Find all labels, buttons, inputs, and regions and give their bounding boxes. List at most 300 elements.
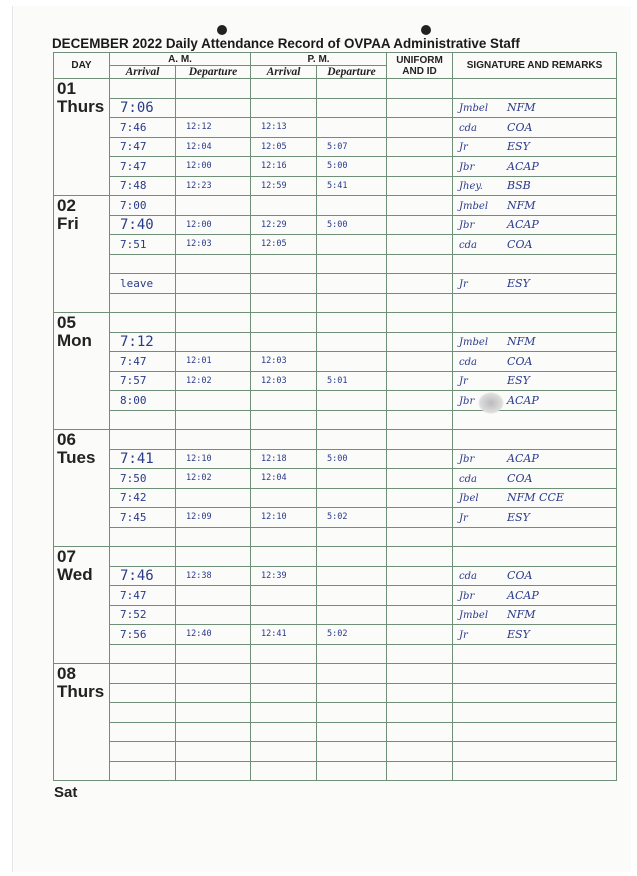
pm-departure-cell	[317, 527, 387, 547]
table-row	[54, 235, 617, 255]
staff-initials: ESY	[507, 140, 530, 154]
signature-cell	[453, 430, 617, 450]
uniform-cell	[387, 176, 453, 196]
table-row	[54, 664, 617, 684]
am-arrival-cell: 7:40	[110, 215, 176, 235]
day-name: Mon	[57, 331, 92, 350]
table-row	[54, 722, 617, 742]
am-departure-cell	[176, 254, 251, 274]
signature-cell	[453, 527, 617, 547]
signature-scribble: Jr	[459, 278, 468, 290]
pm-departure-cell	[317, 352, 387, 372]
signature-scribble: cda	[459, 473, 477, 485]
am-departure-cell	[176, 391, 251, 411]
am-arrival-cell: 7:12	[110, 332, 176, 352]
table-row	[54, 761, 617, 781]
pm-departure-cell: 5:00	[317, 157, 387, 177]
am-departure-cell: 12:04	[176, 137, 251, 157]
page-title: DECEMBER 2022 Daily Attendance Record of OVPAA Administrative Staff	[52, 36, 520, 51]
uniform-cell	[387, 196, 453, 216]
am-arrival-cell	[110, 644, 176, 664]
am-arrival-cell: 7:41	[110, 449, 176, 469]
pm-arrival-cell: 12:03	[251, 371, 317, 391]
pm-arrival-cell	[251, 293, 317, 313]
signature-cell	[453, 410, 617, 430]
table-row	[54, 215, 617, 235]
pm-departure-cell	[317, 196, 387, 216]
pm-arrival-cell	[251, 430, 317, 450]
signature-scribble: Jmbel	[459, 610, 489, 622]
pm-arrival-cell: 12:05	[251, 137, 317, 157]
signature-header: SIGNATURE AND REMARKS	[453, 53, 617, 79]
pm-arrival-cell	[251, 274, 317, 294]
am-arrival-cell: 7:47	[110, 586, 176, 606]
am-departure-cell: 12:02	[176, 469, 251, 489]
pm-departure-cell: 5:02	[317, 625, 387, 645]
am-arrival-cell	[110, 664, 176, 684]
am-arrival-cell	[110, 761, 176, 781]
pm-arrival-cell	[251, 703, 317, 723]
staff-initials: ACAP	[507, 452, 539, 466]
pm-arrival-cell	[251, 79, 317, 99]
am-arrival-cell	[110, 722, 176, 742]
am-arrival-cell	[110, 313, 176, 333]
signature-cell	[453, 625, 617, 645]
signature-scribble: Jr	[459, 142, 468, 154]
am-arrival-cell: 7:47	[110, 137, 176, 157]
am-arrival-cell: 8:00	[110, 391, 176, 411]
day-name: Thurs	[57, 682, 105, 701]
pm-departure-cell	[317, 293, 387, 313]
am-arrival-cell: 7:46	[110, 566, 176, 586]
signature-cell	[453, 137, 617, 157]
signature-cell	[453, 391, 617, 411]
table-row	[54, 391, 617, 411]
signature-cell	[453, 508, 617, 528]
uniform-cell	[387, 488, 453, 508]
table-row	[54, 371, 617, 391]
signature-cell	[453, 742, 617, 762]
pm-arrival-cell	[251, 410, 317, 430]
staff-initials: COA	[507, 471, 533, 485]
signature-cell	[453, 332, 617, 352]
day-cell	[54, 196, 110, 313]
pm-arrival-cell	[251, 683, 317, 703]
pm-arrival-cell	[251, 254, 317, 274]
staff-initials: NFM	[507, 608, 536, 622]
am-departure-cell	[176, 196, 251, 216]
pm-arrival-header: Arrival	[251, 66, 317, 79]
am-arrival-cell: 7:00	[110, 196, 176, 216]
uniform-cell	[387, 352, 453, 372]
uniform-cell	[387, 293, 453, 313]
pm-departure-cell	[317, 332, 387, 352]
day-number: 01	[57, 79, 76, 98]
pm-departure-cell	[317, 313, 387, 333]
day-cell	[54, 79, 110, 196]
staff-initials: COA	[507, 569, 533, 583]
pm-arrival-cell	[251, 644, 317, 664]
am-departure-cell	[176, 761, 251, 781]
pm-departure-cell	[317, 469, 387, 489]
signature-cell	[453, 235, 617, 255]
table-row	[54, 683, 617, 703]
table-row	[54, 332, 617, 352]
uniform-cell	[387, 391, 453, 411]
table-row	[54, 488, 617, 508]
signature-cell	[453, 79, 617, 99]
staff-initials: COA	[507, 120, 533, 134]
staff-initials: NFM	[507, 101, 536, 115]
pm-departure-cell	[317, 742, 387, 762]
am-departure-cell: 12:03	[176, 235, 251, 255]
pm-departure-cell	[317, 410, 387, 430]
staff-initials: ACAP	[507, 218, 539, 232]
staff-initials: BSB	[507, 179, 531, 193]
day-cell	[54, 430, 110, 547]
signature-cell	[453, 352, 617, 372]
signature-scribble: Jbr	[459, 454, 475, 466]
uniform-cell	[387, 605, 453, 625]
pm-departure-cell	[317, 703, 387, 723]
pm-departure-cell	[317, 761, 387, 781]
table-row	[54, 644, 617, 664]
pm-arrival-cell	[251, 313, 317, 333]
signature-cell	[453, 449, 617, 469]
table-row	[54, 313, 617, 333]
uniform-cell	[387, 410, 453, 430]
pm-arrival-cell: 12:03	[251, 352, 317, 372]
pm-arrival-cell: 12:16	[251, 157, 317, 177]
am-arrival-cell: 7:50	[110, 469, 176, 489]
signature-cell	[453, 196, 617, 216]
am-departure-cell	[176, 293, 251, 313]
pm-arrival-cell	[251, 547, 317, 567]
pm-header: P. M.	[251, 53, 387, 66]
uniform-cell	[387, 683, 453, 703]
am-departure-header: Departure	[176, 66, 251, 79]
am-departure-cell	[176, 683, 251, 703]
pm-arrival-cell: 12:41	[251, 625, 317, 645]
signature-cell	[453, 118, 617, 138]
uniform-cell	[387, 332, 453, 352]
uniform-cell	[387, 254, 453, 274]
pm-departure-cell	[317, 586, 387, 606]
signature-scribble: Jr	[459, 512, 468, 524]
pm-arrival-cell	[251, 761, 317, 781]
table-row	[54, 742, 617, 762]
am-arrival-cell: 7:51	[110, 235, 176, 255]
pm-departure-cell	[317, 605, 387, 625]
table-row	[54, 137, 617, 157]
staff-initials: ACAP	[507, 393, 539, 407]
uniform-cell	[387, 430, 453, 450]
am-departure-cell: 12:00	[176, 215, 251, 235]
uniform-cell	[387, 118, 453, 138]
day-name: Fri	[57, 214, 79, 233]
am-arrival-cell	[110, 547, 176, 567]
am-departure-cell	[176, 527, 251, 547]
signature-cell	[453, 254, 617, 274]
pm-arrival-cell: 12:13	[251, 118, 317, 138]
pm-arrival-cell: 12:29	[251, 215, 317, 235]
pm-arrival-cell	[251, 332, 317, 352]
uniform-cell	[387, 547, 453, 567]
uniform-cell	[387, 527, 453, 547]
pm-departure-cell: 5:41	[317, 176, 387, 196]
am-arrival-cell: 7:52	[110, 605, 176, 625]
am-arrival-cell: 7:06	[110, 98, 176, 118]
am-arrival-cell: 7:46	[110, 118, 176, 138]
table-row	[54, 605, 617, 625]
day-label-sat: Sat	[54, 784, 78, 801]
uniform-cell	[387, 703, 453, 723]
am-arrival-cell	[110, 527, 176, 547]
pm-departure-cell	[317, 430, 387, 450]
am-departure-cell: 12:02	[176, 371, 251, 391]
signature-cell	[453, 371, 617, 391]
pm-arrival-cell	[251, 742, 317, 762]
am-arrival-cell	[110, 254, 176, 274]
uniform-cell	[387, 566, 453, 586]
am-departure-cell	[176, 313, 251, 333]
table-row	[54, 430, 617, 450]
day-number: 02	[57, 196, 76, 215]
uniform-cell	[387, 235, 453, 255]
pm-arrival-cell	[251, 605, 317, 625]
table-row	[54, 79, 617, 99]
pm-departure-cell	[317, 488, 387, 508]
am-departure-cell	[176, 430, 251, 450]
uniform-cell	[387, 79, 453, 99]
pm-departure-cell: 5:07	[317, 137, 387, 157]
staff-initials: ESY	[507, 510, 530, 524]
day-cell	[54, 664, 110, 781]
binder-hole	[217, 25, 227, 35]
am-departure-cell	[176, 79, 251, 99]
table-row	[54, 410, 617, 430]
table-row	[54, 586, 617, 606]
signature-cell	[453, 703, 617, 723]
signature-cell	[453, 761, 617, 781]
pm-departure-cell	[317, 683, 387, 703]
uniform-cell	[387, 137, 453, 157]
day-name: Thurs	[57, 97, 105, 116]
uniform-cell	[387, 625, 453, 645]
signature-scribble: Jbr	[459, 220, 475, 232]
am-arrival-cell: 7:57	[110, 371, 176, 391]
pm-departure-cell	[317, 391, 387, 411]
day-number: 05	[57, 313, 76, 332]
binder-hole	[421, 25, 431, 35]
signature-scribble: Jhey.	[459, 181, 483, 193]
am-departure-cell	[176, 274, 251, 294]
uniform-cell	[387, 371, 453, 391]
day-header: DAY	[54, 53, 110, 79]
am-departure-cell	[176, 410, 251, 430]
staff-initials: ACAP	[507, 159, 539, 173]
pm-departure-cell	[317, 235, 387, 255]
signature-scribble: cda	[459, 356, 477, 368]
signature-scribble: Jbel	[459, 493, 479, 505]
am-departure-cell	[176, 547, 251, 567]
signature-cell	[453, 293, 617, 313]
signature-scribble: cda	[459, 239, 477, 251]
signature-cell	[453, 644, 617, 664]
uniform-cell	[387, 98, 453, 118]
uniform-cell	[387, 449, 453, 469]
am-arrival-cell	[110, 430, 176, 450]
staff-initials: COA	[507, 354, 533, 368]
staff-initials: COA	[507, 237, 533, 251]
day-name: Tues	[57, 448, 96, 467]
staff-initials: ESY	[507, 374, 530, 388]
staff-initials: NFM	[507, 198, 536, 212]
signature-scribble: cda	[459, 571, 477, 583]
signature-scribble: Jbr	[459, 590, 475, 602]
pm-departure-cell	[317, 644, 387, 664]
am-departure-cell: 12:10	[176, 449, 251, 469]
staff-initials: ESY	[507, 276, 530, 290]
pm-arrival-cell: 12:18	[251, 449, 317, 469]
am-arrival-cell	[110, 742, 176, 762]
uniform-cell	[387, 215, 453, 235]
signature-scribble: Jr	[459, 376, 468, 388]
pm-arrival-cell: 12:39	[251, 566, 317, 586]
pm-departure-cell: 5:00	[317, 449, 387, 469]
uniform-cell	[387, 157, 453, 177]
signature-scribble: Jmbel	[459, 200, 489, 212]
uniform-cell	[387, 313, 453, 333]
am-departure-cell: 12:12	[176, 118, 251, 138]
day-cell	[54, 547, 110, 664]
table-row	[54, 547, 617, 567]
table-row	[54, 508, 617, 528]
ink-smudge	[478, 392, 504, 414]
staff-initials: NFM CCE	[507, 491, 564, 505]
pm-arrival-cell	[251, 664, 317, 684]
day-number: 07	[57, 547, 76, 566]
pm-arrival-cell: 12:59	[251, 176, 317, 196]
signature-cell	[453, 722, 617, 742]
pm-arrival-cell	[251, 98, 317, 118]
signature-cell	[453, 664, 617, 684]
pm-departure-cell	[317, 254, 387, 274]
table-row	[54, 566, 617, 586]
am-arrival-cell: 7:56	[110, 625, 176, 645]
am-arrival-cell	[110, 79, 176, 99]
am-departure-cell	[176, 488, 251, 508]
table-row	[54, 98, 617, 118]
am-departure-cell	[176, 605, 251, 625]
signature-cell	[453, 547, 617, 567]
table-row	[54, 254, 617, 274]
pm-departure-cell	[317, 98, 387, 118]
am-departure-cell	[176, 332, 251, 352]
pm-departure-cell: 5:00	[317, 215, 387, 235]
uniform-cell	[387, 722, 453, 742]
signature-scribble: Jbr	[459, 161, 475, 173]
am-arrival-cell: 7:47	[110, 157, 176, 177]
pm-departure-cell: 5:02	[317, 508, 387, 528]
pm-departure-cell	[317, 79, 387, 99]
signature-scribble: cda	[459, 122, 477, 134]
signature-cell	[453, 98, 617, 118]
am-arrival-cell	[110, 410, 176, 430]
signature-cell	[453, 176, 617, 196]
staff-initials: NFM	[507, 335, 536, 349]
am-departure-cell	[176, 722, 251, 742]
table-row	[54, 274, 617, 294]
attendance-table	[53, 52, 617, 781]
signature-cell	[453, 488, 617, 508]
table-row	[54, 527, 617, 547]
signature-cell	[453, 313, 617, 333]
signature-scribble: Jbr	[459, 395, 475, 407]
uniform-cell	[387, 508, 453, 528]
am-header: A. M.	[110, 53, 251, 66]
am-departure-cell	[176, 703, 251, 723]
pm-arrival-cell	[251, 527, 317, 547]
table-row	[54, 703, 617, 723]
pm-arrival-cell	[251, 586, 317, 606]
signature-cell	[453, 469, 617, 489]
am-departure-cell	[176, 644, 251, 664]
pm-departure-cell	[317, 274, 387, 294]
pm-arrival-cell	[251, 722, 317, 742]
table-row	[54, 157, 617, 177]
am-arrival-header: Arrival	[110, 66, 176, 79]
am-departure-cell: 12:40	[176, 625, 251, 645]
uniform-cell	[387, 742, 453, 762]
signature-cell	[453, 605, 617, 625]
am-departure-cell	[176, 586, 251, 606]
pm-departure-cell	[317, 566, 387, 586]
signature-cell	[453, 274, 617, 294]
uniform-header: UNIFORM AND ID	[387, 53, 453, 79]
uniform-cell	[387, 664, 453, 684]
table-row	[54, 118, 617, 138]
table-row	[54, 196, 617, 216]
staff-initials: ESY	[507, 627, 530, 641]
uniform-cell	[387, 761, 453, 781]
uniform-cell	[387, 274, 453, 294]
pm-departure-cell	[317, 722, 387, 742]
signature-scribble: Jmbel	[459, 337, 489, 349]
uniform-cell	[387, 469, 453, 489]
signature-cell	[453, 586, 617, 606]
signature-cell	[453, 683, 617, 703]
am-arrival-cell	[110, 683, 176, 703]
pm-departure-cell	[317, 118, 387, 138]
am-departure-cell	[176, 98, 251, 118]
table-row	[54, 293, 617, 313]
am-arrival-cell: 7:42	[110, 488, 176, 508]
am-departure-cell: 12:01	[176, 352, 251, 372]
table-row	[54, 469, 617, 489]
pm-departure-cell	[317, 547, 387, 567]
pm-departure-cell	[317, 664, 387, 684]
day-number: 08	[57, 664, 76, 683]
am-departure-cell: 12:00	[176, 157, 251, 177]
signature-scribble: Jmbel	[459, 103, 489, 115]
pm-arrival-cell: 12:04	[251, 469, 317, 489]
am-arrival-cell: 7:47	[110, 352, 176, 372]
table-row	[54, 176, 617, 196]
signature-cell	[453, 566, 617, 586]
am-arrival-cell: 7:48	[110, 176, 176, 196]
pm-departure-cell: 5:01	[317, 371, 387, 391]
